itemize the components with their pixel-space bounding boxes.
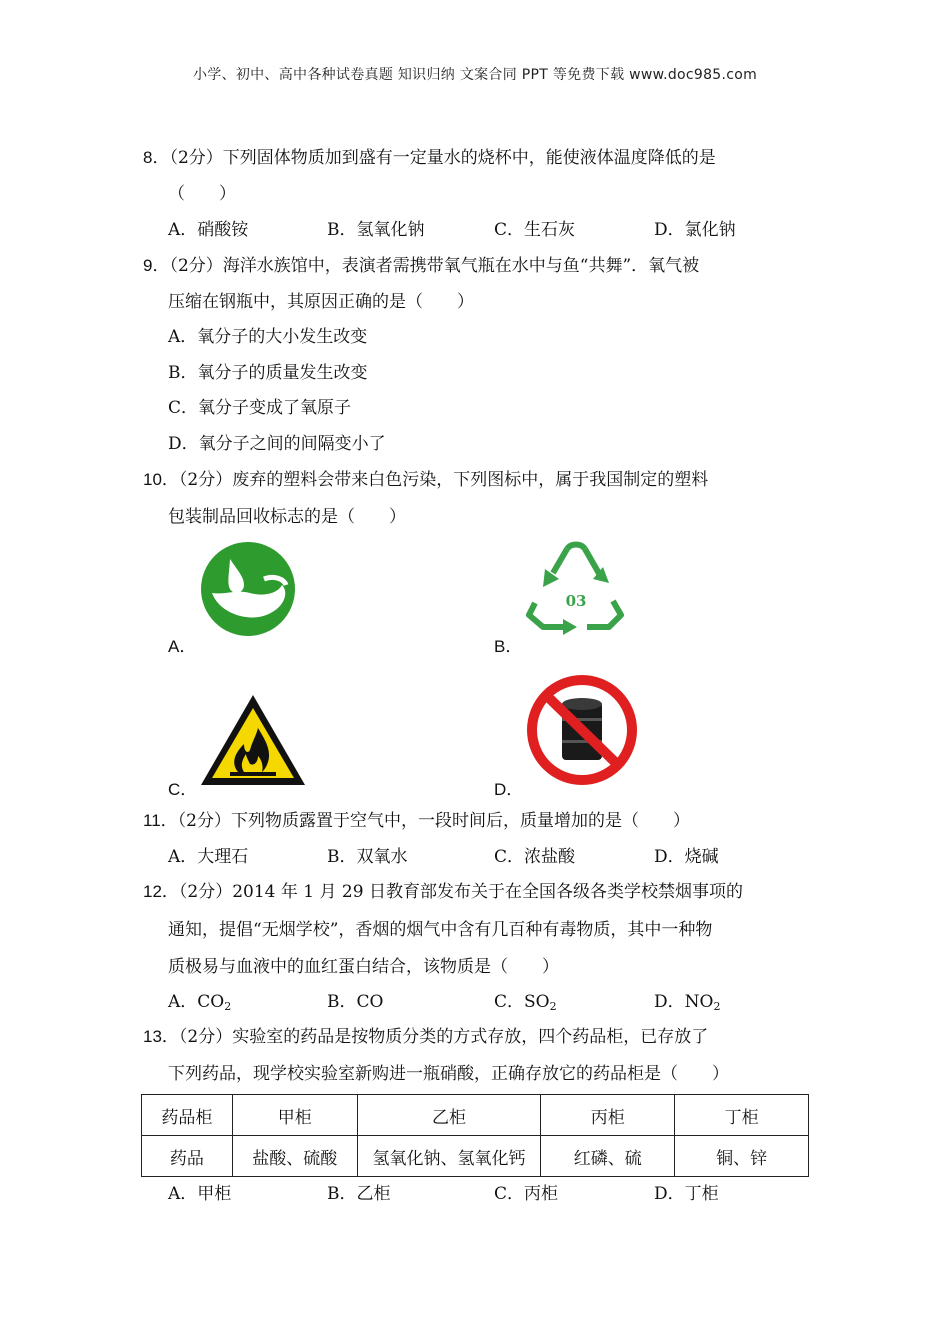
q9-option-d: D．氧分子之间的间隔变小了 — [168, 434, 386, 454]
no-barrel-icon — [525, 674, 639, 786]
table-cell: 丙柜 — [541, 1095, 675, 1136]
q13-option-b: B．乙柜 — [327, 1184, 391, 1204]
option-subscript: 2 — [713, 1000, 721, 1013]
question-number: 9． — [143, 256, 170, 275]
q13-option-c: C．丙柜 — [494, 1184, 559, 1204]
option-text: B．CO — [327, 992, 384, 1012]
q8-option-c: C．生石灰 — [494, 220, 576, 240]
recycle-code: 03 — [565, 592, 587, 610]
flammable-warning-icon — [198, 692, 308, 788]
q11-option-c: C．浓盐酸 — [494, 847, 576, 867]
table-row — [142, 1095, 809, 1136]
question-number: 11． — [143, 811, 178, 830]
question-number: 13． — [143, 1027, 179, 1046]
option-text: A．CO — [168, 992, 225, 1012]
question-number: 10． — [143, 470, 179, 489]
q8-option-a: A．硝酸铵 — [168, 220, 249, 240]
question-12-line-2: 通知，提倡“无烟学校”，香烟的烟气中含有几百种有毒物质，其中一种物 — [168, 920, 713, 940]
question-number: 8． — [143, 148, 170, 167]
q12-option-c — [494, 990, 557, 1019]
q10-option-d-label: D． — [494, 780, 524, 799]
q9-option-c: C．氧分子变成了氧原子 — [168, 398, 352, 418]
table-cell: 药品柜 — [142, 1095, 233, 1136]
question-8-line-1 — [143, 146, 716, 170]
table-cell: 甲柜 — [232, 1095, 357, 1136]
question-8-line-2: （ ） — [168, 184, 236, 204]
page-header: 小学、初中、高中各种试卷真题 知识归纳 文案合同 PPT 等免费下载 www.doc985.com — [192, 67, 758, 83]
table-cell: 丁柜 — [675, 1095, 809, 1136]
q8-option-d: D．氯化钠 — [654, 220, 736, 240]
question-text: （2分）实验室的药品是按物质分类的方式存放，四个药品柜，已存放了 — [178, 1027, 709, 1047]
table-row — [142, 1136, 809, 1177]
q9-option-b: B．氧分子的质量发生改变 — [168, 363, 368, 383]
question-13-line-2: 下列药品，现学校实验室新购进一瓶硝酸，正确存放它的药品柜是（ ） — [168, 1064, 729, 1084]
cabinet-table — [141, 1094, 809, 1177]
option-subscript: 2 — [549, 1000, 557, 1013]
table-cell: 盐酸、硫酸 — [232, 1136, 357, 1177]
question-13-line-1 — [143, 1025, 708, 1049]
q10-option-a-label: A． — [168, 637, 197, 656]
table-cell: 氢氧化钠、氢氧化钙 — [357, 1136, 541, 1177]
q12-option-b — [327, 990, 383, 1019]
question-text: （2分）废弃的塑料会带来白色污染，下列图标中，属于我国制定的塑料 — [178, 470, 709, 490]
question-9-line-2: 压缩在钢瓶中，其原因正确的是（ ） — [168, 292, 474, 312]
question-11-line-1 — [143, 809, 690, 833]
q9-option-a: A．氧分子的大小发生改变 — [168, 327, 368, 347]
q13-option-a: A．甲柜 — [168, 1184, 232, 1204]
question-12-line-1 — [143, 880, 743, 904]
water-saving-icon — [200, 541, 296, 637]
option-text: C．SO — [494, 992, 550, 1012]
q12-option-d — [654, 990, 720, 1019]
question-text: （2分）下列固体物质加到盛有一定量水的烧杯中，能使液体温度降低的是 — [169, 148, 716, 168]
q11-option-d: D．烧碱 — [654, 847, 719, 867]
q10-option-c-label: C． — [168, 780, 198, 799]
table-cell: 红磷、硫 — [541, 1136, 675, 1177]
table-cell: 乙柜 — [357, 1095, 541, 1136]
question-text: （2分）下列物质露置于空气中，一段时间后，质量增加的是（ ） — [177, 811, 690, 831]
recycle-icon — [523, 539, 629, 635]
q11-option-a: A．大理石 — [168, 847, 249, 867]
question-text: （2分）海洋水族馆中，表演者需携带氧气瓶在水中与鱼“共舞”．氧气被 — [169, 256, 700, 276]
q12-option-a — [168, 990, 231, 1019]
option-text: D．NO — [654, 992, 714, 1012]
question-10-line-2: 包装制品回收标志的是（ ） — [168, 507, 406, 527]
question-12-line-3: 质极易与血液中的血红蛋白结合，该物质是（ ） — [168, 957, 559, 977]
question-text: （2分）2014 年 1 月 29 日教育部发布关于在全国各级各类学校禁烟事项的 — [178, 882, 743, 902]
question-9-line-1 — [143, 254, 699, 278]
table-cell: 药品 — [142, 1136, 233, 1177]
q10-option-b-label: B． — [494, 637, 523, 656]
option-subscript: 2 — [224, 1000, 232, 1013]
q11-option-b: B．双氧水 — [327, 847, 408, 867]
question-10-line-1 — [143, 468, 708, 492]
q8-option-b: B．氢氧化钠 — [327, 220, 425, 240]
q13-option-d: D．丁柜 — [654, 1184, 719, 1204]
table-cell: 铜、锌 — [675, 1136, 809, 1177]
question-number: 12． — [143, 882, 179, 901]
